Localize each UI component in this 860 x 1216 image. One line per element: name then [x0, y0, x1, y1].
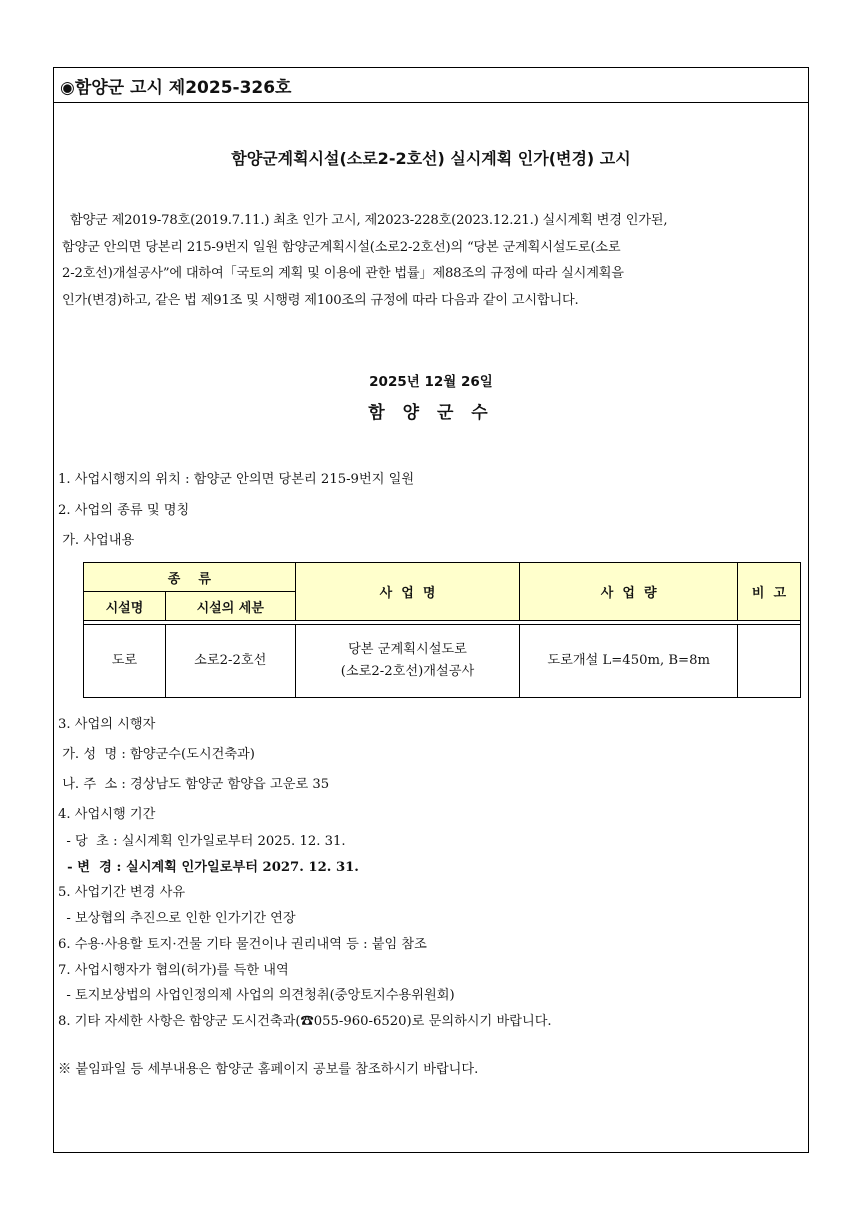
item-5-reason: 5. 사업기간 변경 사유 — [58, 885, 186, 900]
project-table — [83, 562, 801, 698]
attachment-note: ※ 붙임파일 등 세부내용은 함양군 홈페이지 공보를 참조하시기 바랍니다. — [58, 1062, 479, 1077]
item-5a-detail: - 보상협의 추진으로 인한 인가기간 연장 — [58, 911, 296, 926]
notice-date: 2025년 12월 26일 — [369, 374, 493, 390]
header-type: 종 류 — [84, 563, 296, 592]
item-2-type: 2. 사업의 종류 및 명칭 — [58, 503, 190, 518]
issuer: 함 양 군 수 — [368, 403, 494, 423]
project-name-line: 당본 군계획시설도로 — [348, 642, 467, 657]
header-remark: 비 고 — [738, 563, 801, 621]
item-4-period: 4. 사업시행 기간 — [58, 807, 156, 822]
item-4b-changed: - 변 경 : 실시계획 인가일로부터 2027. 12. 31. — [58, 860, 359, 875]
item-2a-content: 가. 사업내용 — [58, 533, 135, 548]
intro-line: 함양군 제2019-78호(2019.7.11.) 최초 인가 고시, 제2023-228호(2023.12.21.) 실시계획 변경 인가된, — [62, 213, 668, 228]
intro-line: 인가(변경)하고, 같은 법 제91조 및 시행령 제100조의 규정에 따라 다음과 같이 고시합니다. — [62, 292, 579, 308]
notice-number: ◉함양군 고시 제2025-326호 — [60, 78, 292, 98]
item-7-consultation: 7. 사업시행자가 협의(허가)를 득한 내역 — [58, 963, 289, 978]
item-1-location: 1. 사업시행지의 위치 : 함양군 안의면 당본리 215-9번지 일원 — [58, 472, 415, 487]
item-8-contact: 8. 기타 자세한 사항은 함양군 도시건축과(☎055-960-6520)로 문의하시기 바랍니다. — [58, 1014, 552, 1029]
project-name-line: (소로2-2호선)개설공사 — [340, 664, 475, 679]
cell-remark — [738, 625, 801, 698]
header-project-name: 사 업 명 — [295, 563, 520, 621]
item-7a-detail: - 토지보상법의 사업인정의제 사업의 의견청취(중앙토지수용위원회) — [58, 988, 455, 1003]
item-3-operator: 3. 사업의 시행자 — [58, 717, 156, 732]
document-title: 함양군계획시설(소로2-2호선) 실시계획 인가(변경) 고시 — [231, 149, 631, 168]
table-row — [84, 625, 801, 698]
header-facility: 시설명 — [84, 592, 166, 621]
header-facility-detail: 시설의 세분 — [165, 592, 295, 621]
item-3b-address: 나. 주 소 : 경상남도 함양군 함양읍 고운로 35 — [58, 777, 330, 792]
intro-line: 2-2호선)개설공사”에 대하여「국토의 계획 및 이용에 관한 법률」제88조의 규정에 따라 실시계획을 — [62, 266, 624, 281]
item-4a-original: - 당 초 : 실시계획 인가일로부터 2025. 12. 31. — [58, 834, 346, 849]
intro-line: 함양군 안의면 당본리 215-9번지 일원 함양군계획시설(소로2-2호선)의 “당본 군계획시설도로(소로 — [62, 239, 621, 255]
cell-amount: 도로개설 L=450m, B=8m — [520, 625, 738, 698]
header-amount: 사 업 량 — [520, 563, 738, 621]
cell-facility: 도로 — [84, 625, 166, 698]
notice-frame — [53, 67, 809, 1153]
item-6-land: 6. 수용·사용할 토지·건물 기타 물건이나 권리내역 등 : 붙임 참조 — [58, 937, 427, 952]
cell-facility-detail: 소로2-2호선 — [165, 625, 295, 698]
notice-header — [54, 68, 808, 103]
cell-project-name — [295, 625, 520, 698]
intro-paragraph — [62, 208, 800, 314]
item-3a-name: 가. 성 명 : 함양군수(도시건축과) — [58, 747, 255, 762]
